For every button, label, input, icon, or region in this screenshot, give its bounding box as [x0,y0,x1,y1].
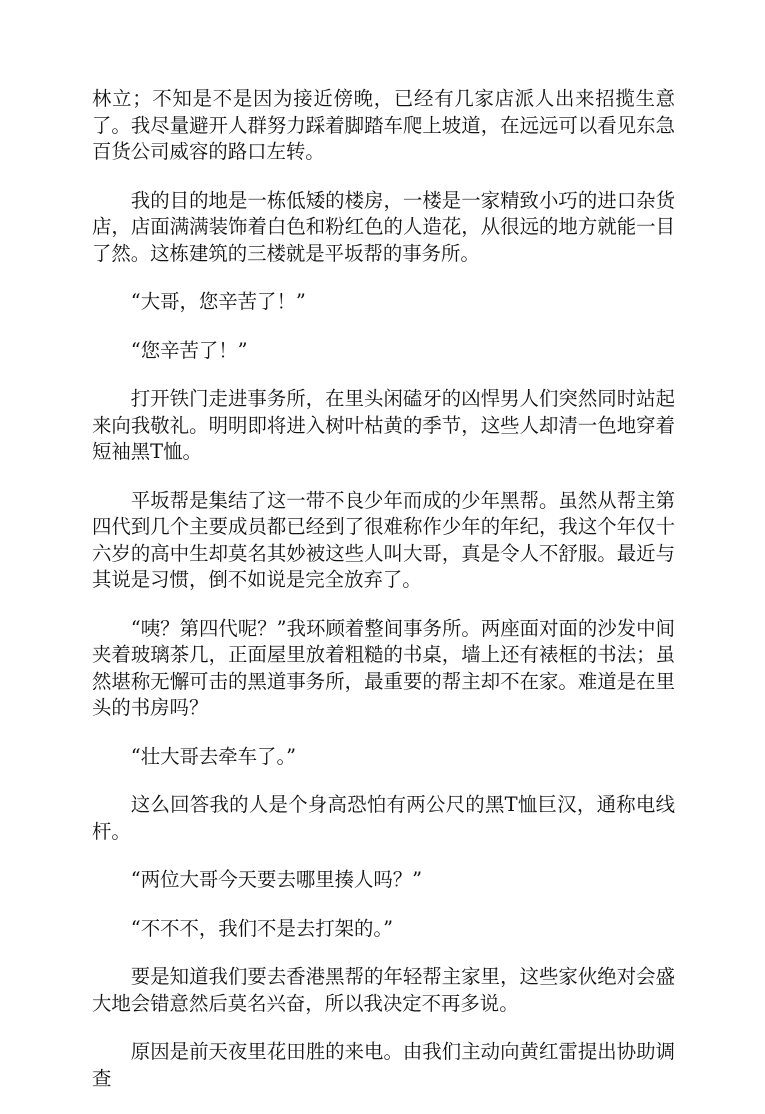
paragraph: 平坂帮是集结了这一带不良少年而成的少年黑帮。虽然从帮主第四代到几个主要成员都已经到了很难称作少年的年纪，我这个年仅十六岁的高中生却莫名其妙被这些人叫大哥，真是令人不舒服。最近与其说是习惯，倒不如说是完全放弃了。 [92,488,675,591]
document-page [92,86,675,1114]
paragraph: 打开铁门走进事务所，在里头闲磕牙的凶悍男人们突然同时站起来向我敬礼。明明即将进入树叶枯黄的季节，这些人却清一色地穿着短袖黑T恤。 [92,387,675,463]
paragraph: 林立；不知是不是因为接近傍晚，已经有几家店派人出来招揽生意了。我尽量避开人群努力踩着脚踏车爬上坡道，在远远可以看见东急百货公司威容的路口左转。 [92,87,675,163]
dialogue-paragraph: “壮大哥去牵车了。” [130,744,297,768]
paragraph: 这么回答我的人是个身高恐怕有两公尺的黑T恤巨汉，通称电线杆。 [92,793,675,843]
dialogue-paragraph: “两位大哥今天要去哪里揍人吗？” [130,868,423,891]
dialogue-paragraph: “大哥，您辛苦了！” [130,290,306,313]
paragraph: “咦？第四代呢？”我环顾着整间事务所。两座面对面的沙发中间夹着玻璃茶几，正面屋里放着粗糙的书桌，墙上还有裱框的书法；虽然堪称无懈可击的黑道事务所，最重要的帮主却不在家。难道是在里头的书房吗？ [92,616,675,719]
paragraph: 我的目的地是一栋低矮的楼房，一楼是一家精致小巧的进口杂货店，店面满满装饰着白色和粉红色的人造花，从很远的地方就能一目了然。这栋建筑的三楼就是平坂帮的事务所。 [92,188,675,265]
dialogue-paragraph: “不不不，我们不是去打架的。” [130,916,394,940]
paragraph: 要是知道我们要去香港黑帮的年轻帮主家里，这些家伙绝对会盛大地会错意然后莫名兴奋，所以我决定不再多说。 [92,965,675,1015]
dialogue-paragraph: “您辛苦了！” [130,338,248,362]
paragraph: 原因是前天夜里花田胜的来电。由我们主动向黄红雷提出协助调查 [92,1040,675,1090]
